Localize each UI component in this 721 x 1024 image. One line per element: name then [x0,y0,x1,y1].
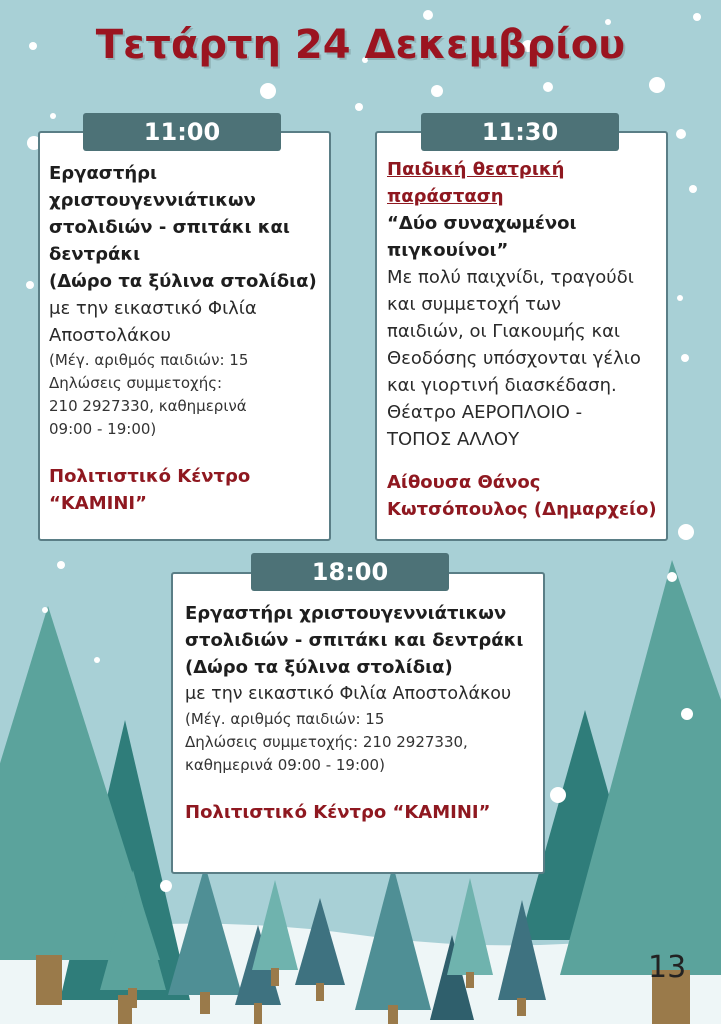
event-instructor-line: με την εικαστικό Φιλία Αποστολάκου [185,684,512,704]
event-info-line: (Μέγ. αριθμός παιδιών: 15 [185,710,385,728]
event-title-line: Εργαστήρι χριστουγεννιάτικων [185,603,507,624]
event-time-badge-1: 11:00 [83,113,281,151]
event-venue-line: Πολιτιστικό Κέντρο [49,466,251,487]
event-venue-line: Κωτσόπουλος (Δημαρχείο) [387,499,657,520]
event-description-line: ΤΟΠΟΣ ΑΛΛΟΥ [387,429,520,450]
event-category-link[interactable]: παράσταση [387,186,504,207]
page-number: 13 [648,950,687,985]
event-info-line: (Μέγ. αριθμός παιδιών: 15 [49,351,249,369]
event-title-line: χριστουγεννιάτικων [49,190,256,211]
event-title-line: δεντράκι [49,244,141,265]
event-instructor-line: Αποστολάκου [49,325,171,346]
event-info-line: Δηλώσεις συμμετοχής: 210 2927330, [185,733,468,751]
event-instructor-line: με την εικαστικό Φιλία [49,298,257,319]
event-category-link[interactable]: Παιδική θεατρική [387,159,565,180]
event-body-3 [185,600,543,826]
event-venue-line: Αίθουσα Θάνος [387,472,541,493]
event-time-badge-3: 18:00 [251,553,449,591]
event-description-line: Θέατρο ΑΕΡΟΠΛΟΙΟ - [387,402,583,423]
event-title-line: στολιδιών - σπιτάκι και δεντράκι [185,630,524,651]
event-time-badge-2: 11:30 [421,113,619,151]
event-title-line: Εργαστήρι [49,163,158,184]
event-info-line: 09:00 - 19:00) [49,420,157,438]
event-title-line: (Δώρο τα ξύλινα στολίδια) [185,657,453,678]
event-description-line: παιδιών, οι Γιακουμής και [387,321,621,342]
event-venue-line: “ΚΑΜΙΝΙ” [49,493,147,514]
page-title: Τετάρτη 24 Δεκεμβρίου [95,22,626,68]
event-venue-line: Πολιτιστικό Κέντρο “ΚΑΜΙΝΙ” [185,802,491,823]
event-title-line: (Δώρο τα ξύλινα στολίδια) [49,271,317,292]
event-title-line: “Δύο συναχωμένοι [387,213,577,234]
event-title-line: πιγκουίνοι” [387,240,509,261]
event-title-line: στολιδιών - σπιτάκι και [49,217,290,238]
tree-small-7 [447,878,493,988]
event-body-2 [387,156,667,523]
event-info-line: Δηλώσεις συμμετοχής: [49,374,223,392]
event-info-line: καθημερινά 09:00 - 19:00) [185,756,385,774]
event-info-line: 210 2927330, καθημερινά [49,397,247,415]
event-description-line: και συμμετοχή των [387,294,562,315]
event-description-line: Θεοδόσης υπόσχονται γέλιο [387,348,641,369]
event-body-1 [49,160,327,517]
event-description-line: Με πολύ παιχνίδι, τραγούδι [387,267,634,288]
event-description-line: και γιορτινή διασκέδαση. [387,375,617,396]
